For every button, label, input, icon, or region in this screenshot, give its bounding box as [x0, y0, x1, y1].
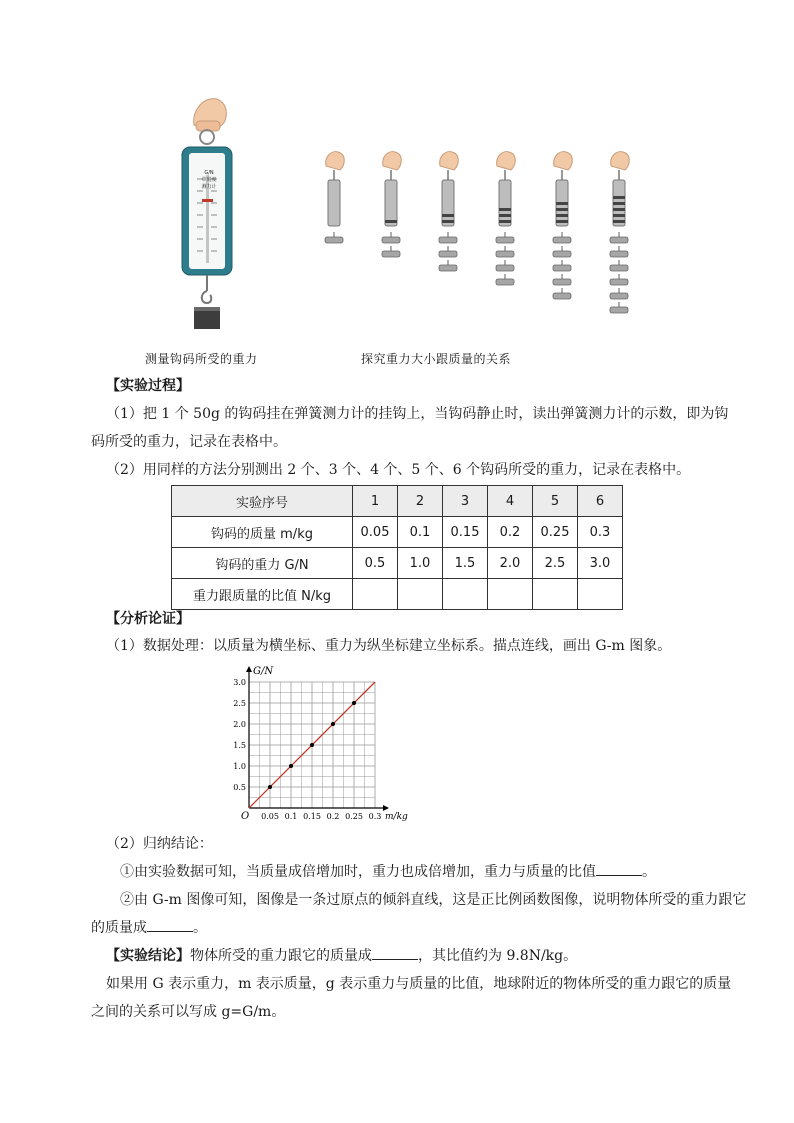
y-tick-label: 1.5	[233, 741, 246, 750]
table-cell: 重力跟质量的比值 N/kg	[172, 579, 353, 610]
y-tick-label: 0.5	[233, 783, 246, 792]
y-axis-label: G/N	[253, 666, 274, 677]
table-cell: 0.25	[533, 517, 578, 548]
conclusion-2-line2	[91, 914, 731, 943]
conclusion-2-text: 的质量成	[91, 920, 147, 936]
table-cell: 3.0	[578, 548, 623, 579]
origin-label: O	[241, 811, 250, 822]
process-step2: （2）用同样的方法分别测出 2 个、3 个、4 个、5 个、6 个钩码所受的重力，记录在表格中。	[106, 462, 691, 478]
table-cell: 1.5	[443, 548, 488, 579]
conclusion-1-text: ①由实验数据可知，当质量成倍增加时，重力也成倍增加，重力与质量的比值	[120, 864, 596, 880]
conclusion-1	[120, 858, 740, 887]
table-cell: 3	[443, 486, 488, 517]
weight-stack	[325, 152, 344, 243]
process-heading: 【实验过程】	[106, 378, 190, 394]
data-point	[310, 743, 314, 747]
x-tick-label: 0.2	[326, 812, 340, 821]
x-axis-label: m/kg	[385, 812, 408, 822]
spring-scale-figure	[170, 95, 240, 335]
weight-stack	[382, 152, 401, 257]
conclusion-2-end: 。	[193, 920, 207, 936]
table-cell: 2.5	[533, 548, 578, 579]
y-tick-label: 1.0	[233, 762, 246, 771]
hanging-weights-figure	[312, 150, 642, 340]
table-cell: 4	[488, 486, 533, 517]
analysis-item2-heading: （2）归纳结论：	[106, 836, 213, 852]
right-figure-caption: 探究重力大小跟质量的关系	[361, 352, 512, 366]
answer-blank-1[interactable]	[596, 861, 642, 876]
conclusion-1-end: 。	[642, 864, 656, 880]
answer-blank-2[interactable]	[147, 917, 193, 932]
answer-blank-3[interactable]	[372, 945, 418, 960]
table-cell: 0.15	[443, 517, 488, 548]
scale-label-bot: 测力计	[201, 184, 217, 190]
table-cell: 实验序号	[172, 486, 353, 517]
x-tick-label: 0.15	[303, 812, 321, 821]
left-figure-caption: 测量钩码所受的重力	[145, 352, 258, 366]
x-tick-label: 0.25	[345, 812, 363, 821]
conclusion-heading: 【实验结论】	[106, 948, 190, 964]
data-point	[268, 785, 272, 789]
table-cell: 0.05	[353, 517, 398, 548]
x-tick-label: 0.05	[261, 812, 279, 821]
process-step1-line2: 码所受的重力，记录在表格中。	[91, 434, 287, 450]
conclusion-text-b: ，其比值约为 9.8N/kg。	[418, 948, 578, 964]
x-tick-label: 0.3	[368, 812, 382, 821]
data-point	[352, 701, 356, 705]
data-point	[289, 764, 293, 768]
process-step1-line1: （1）把 1 个 50g 的钩码挂在弹簧测力计的挂钩上，当钩码静止时，读出弹簧测力计的示数，即为钩	[106, 406, 729, 422]
scale-label-top: G/N	[204, 170, 214, 176]
y-tick-label: 2.0	[233, 720, 246, 729]
weight-stack	[496, 152, 515, 285]
y-axis-arrow	[246, 666, 252, 672]
x-axis-arrow	[383, 805, 389, 811]
table-cell: 6	[578, 486, 623, 517]
table-cell: 0.1	[398, 517, 443, 548]
table-cell: 1.0	[398, 548, 443, 579]
formula-line2: 之间的关系可以写成 g=G/m。	[91, 1004, 286, 1020]
conclusion-text-a: 物体所受的重力跟它的质量成	[190, 948, 372, 964]
y-tick-label: 3.0	[233, 678, 246, 687]
scale-label-mid: 单刻度	[201, 177, 217, 183]
weight-stack	[610, 152, 629, 313]
weight-stack	[439, 152, 458, 271]
table-header-row	[172, 486, 623, 517]
data-point	[331, 722, 335, 726]
table-cell: 2.0	[488, 548, 533, 579]
weight-stack	[553, 152, 572, 299]
data-table	[171, 485, 623, 610]
table-cell: 0.2	[488, 517, 533, 548]
table-cell: 0.5	[353, 548, 398, 579]
table-row	[172, 548, 623, 579]
table-cell: 钩码的重力 G/N	[172, 548, 353, 579]
table-cell: 钩码的质量 m/kg	[172, 517, 353, 548]
table-row	[172, 517, 623, 548]
table-cell: 2	[398, 486, 443, 517]
table-cell: 5	[533, 486, 578, 517]
x-tick-label: 0.1	[284, 812, 298, 821]
table-cell: 0.3	[578, 517, 623, 548]
formula-line1: 如果用 G 表示重力，m 表示质量，g 表示重力与质量的比值，地球附近的物体所受的重力跟它的质量	[106, 976, 732, 992]
y-tick-label: 2.5	[233, 699, 246, 708]
conclusion-2-line1: ②由 G-m 图像可知，图像是一条过原点的倾斜直线，这是正比例函数图像，说明物体所受的重力跟它	[120, 892, 747, 908]
experiment-conclusion	[106, 942, 746, 971]
analysis-heading: 【分析论证】	[106, 611, 190, 627]
analysis-item1: （1）数据处理：以质量为横坐标、重力为纵坐标建立坐标系。描点连线，画出 G-m 图象。	[106, 638, 672, 654]
table-cell: 1	[353, 486, 398, 517]
g-m-chart	[225, 658, 420, 828]
